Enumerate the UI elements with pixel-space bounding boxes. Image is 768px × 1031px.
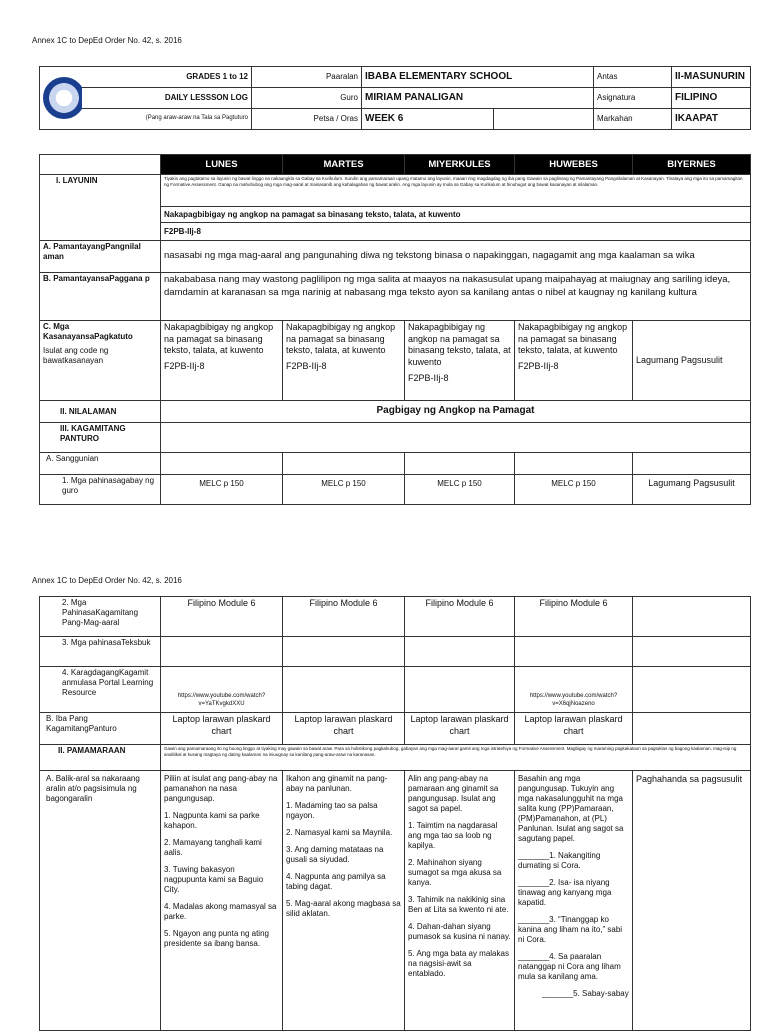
kagamitan-empty: [161, 423, 751, 453]
sanggunian-biyernes: [633, 453, 751, 475]
iba-biyernes: [633, 713, 751, 745]
module-huwebes: Filipino Module 6: [515, 597, 633, 637]
corner-cell: [40, 155, 161, 175]
balik-miyerkules-intro: Alin ang pang-abay na pamaraan ang ginamit sa pangungusap. Isulat ang sagot sa papel.: [408, 774, 499, 813]
list-item: 1. Taimtim na nagdarasal ang mga tao sa loob ng kapilya.: [408, 821, 498, 850]
sanggunian-label: A. Sanggunian: [40, 453, 161, 475]
teksbuk-miyerkules: [405, 637, 515, 667]
gabay-martes: MELC p 150: [283, 475, 405, 505]
day-miyerkules: MIYERKULES: [405, 155, 515, 175]
gabay-huwebes: MELC p 150: [515, 475, 633, 505]
list-item: _______1. Nakangiting dumating si Cora.: [518, 851, 601, 870]
teksbuk-biyernes: [633, 637, 751, 667]
module-biyernes: [633, 597, 751, 637]
gabay-miyerkules: MELC p 150: [405, 475, 515, 505]
kasanayan-code: F2PB-IIj-8: [286, 361, 327, 372]
pamantayan-pagganap-text: nakababasa nang may wastong paglilipon ng mga salita at maayos na nakasusulat upang maipahayag at maiugnay ang sariling ideya, damdamin at karanasan sa mga narinig at nabasang mga teksto ayon sa kanilang antas o nibel at kaugnay ng kanilang kultura: [161, 273, 751, 321]
day-lunes: LUNES: [161, 155, 283, 175]
sanggunian-huwebes: [515, 453, 633, 475]
pamantayan-nilalaman-text: nasasabi ng mga mag-aaral ang pangunahing diwa ng tekstong binasa o napakinggan, nagagamit ang mga kaalaman sa wika: [161, 241, 751, 273]
kasanayan-lunes: [161, 321, 283, 401]
petsa-label: Petsa / Oras: [252, 109, 362, 130]
antas-value: II-MASUNURIN: [672, 67, 751, 88]
lr-link-huwebes[interactable]: https://www.youtube.com/watch?v=X6qjNoazeno: [515, 667, 633, 713]
list-item: 5. Mag-aaral akong magbasa sa silid aklatan.: [286, 899, 401, 918]
lr-link-lunes[interactable]: https://www.youtube.com/watch?v=YaTKvgkdXXU: [161, 667, 283, 713]
kasanayan-label: C. Mga KasanayansaPagkatuto: [43, 322, 133, 341]
list-item: 1. Nagpunta kami sa parke kahapon.: [164, 811, 260, 830]
tala-sub: (Pang araw-araw na Tala sa Pagtuturo: [82, 109, 252, 130]
iba-miyerkules: Laptop larawan plaskard chart: [405, 713, 515, 745]
layunin-focus: Nakapagbibigay ng angkop na pamagat sa binasang teksto, talata, at kuwento: [161, 207, 751, 223]
kagamitan-label: III. KAGAMITANG PANTURO: [40, 423, 161, 453]
kasanayan-code: F2PB-IIj-8: [518, 361, 559, 372]
lesson-table-1: [39, 154, 751, 505]
pamamaraan-label: II. PAMAMARAAN: [40, 745, 161, 771]
module-lunes: Filipino Module 6: [161, 597, 283, 637]
gabay-label: 1. Mga pahinasagabay ng guro: [40, 475, 161, 505]
pamantayan-pagganap-label: B. PamantayansaPaggana p: [40, 273, 161, 321]
balik-huwebes: [515, 771, 633, 1031]
sanggunian-martes: [283, 453, 405, 475]
pamantayan-nilalaman-label: A. PamantayangPangnilal aman: [40, 241, 161, 273]
asignatura-label: Asignatura: [594, 88, 672, 109]
markahan-value: IKAAPAT: [672, 109, 751, 130]
list-item: 2. Namasyal kami sa Maynila.: [286, 828, 393, 837]
list-item: _______3. “Tinanggap ko kanina ang liham na ito,” sabi ni Cora.: [518, 915, 623, 944]
kasanayan-code: F2PB-IIj-8: [164, 361, 205, 372]
grades-label: GRADES 1 to 12: [82, 67, 252, 88]
kasanayan-text: Nakapagbibigay ng angkop na pamagat sa binasang teksto, talata, at kuwento: [518, 322, 628, 356]
petsa-value: WEEK 6: [362, 109, 494, 130]
layunin-instructions: Tiyakin ang pagtatamo sa layunin ng bawat linggo na nakaangkla sa Gabay sa Kurikulum. Sundin ang pamamaraan upang matamo ang layunin, maaari ring magdagdag ng iba pang Gawain sa paglinang ng Pamantayang Pangnilalaman at Kasanayan. Tinataya ang mga ito sa pamamagitan ng Formative Assessment. Ganap na mahuhubog ang mga mag-aaral at maisasanib ang kahalagahan ng bawat aralin. Ang mga layunin ay mula sa Gabay sa Kurikulum at hinuhugot ang bawat kasanayan at nilalaman.: [161, 175, 751, 207]
kasanayan-text: Nakapagbibigay ng angkop na pamagat sa binasang teksto, talata, at kuwento: [164, 322, 274, 356]
list-item: 4. Nagpunta ang pamilya sa tabing dagat.: [286, 872, 386, 891]
list-item: 4. Dahan-dahan siyang pumasok sa kusina ni nanay.: [408, 922, 511, 941]
list-item: 1. Madaming tao sa palsa ngayon.: [286, 801, 378, 820]
list-item: 2. Mahinahon siyang sumagot sa mga akusa sa kanya.: [408, 858, 502, 887]
guro-value: MIRIAM PANALIGAN: [362, 88, 594, 109]
balik-lunes-intro: Piliin at isulat ang pang-abay na pamanahon na nasa pangungusap.: [164, 774, 278, 803]
markahan-label: Markahan: [594, 109, 672, 130]
kasanayan-sublabel: Isulat ang code ng bawatkasanayan: [43, 346, 109, 365]
module-label: 2. Mga PahinasaKagamitang Pang-Mag-aaral: [40, 597, 161, 637]
day-biyernes: BIYERNES: [633, 155, 751, 175]
kasanayan-code: F2PB-IIj-8: [408, 372, 449, 383]
lr-biyernes: [633, 667, 751, 713]
layunin-code: F2PB-IIj-8: [161, 223, 751, 241]
list-item: 3. Tuwing bakasyon nagpupunta kami sa Baguio City.: [164, 865, 264, 894]
lr-martes: [283, 667, 405, 713]
list-item: _______4. Sa paaralan natanggap ni Cora ang liham mula sa kanilang ama.: [518, 952, 621, 981]
nilalaman-text: Pagbigay ng Angkop na Pamagat: [161, 401, 751, 423]
lr-miyerkules: [405, 667, 515, 713]
iba-martes: Laptop larawan plaskard chart: [283, 713, 405, 745]
kasanayan-martes: [283, 321, 405, 401]
balik-lunes: [161, 771, 283, 1031]
iba-lunes: Laptop larawan plaskard chart: [161, 713, 283, 745]
balik-label: A. Balik-aral sa nakaraang aralin at/o pagsisimula ng bagongaralin: [40, 771, 161, 1031]
annex-heading: Annex 1C to DepEd Order No. 42, s. 2016: [32, 36, 182, 45]
guro-label: Guro: [252, 88, 362, 109]
dll-label: DAILY LESSSON LOG: [82, 88, 252, 109]
kasanayan-miyerkules: [405, 321, 515, 401]
kasanayan-huwebes: [515, 321, 633, 401]
lesson-table-2: [39, 596, 751, 1031]
iba-huwebes: Laptop larawan plaskard chart: [515, 713, 633, 745]
list-item: 2. Mamayang tanghali kami aalis.: [164, 838, 262, 857]
list-item: 3. Ang daming matataas na gusali sa siyudad.: [286, 845, 384, 864]
lr-label: 4. KaragdagangKagamit anmulasa Portal Learning Resource: [40, 667, 161, 713]
day-huwebes: HUWEBES: [515, 155, 633, 175]
list-item: 5. Ngayon ang punta ng ating presidente sa ibang bansa.: [164, 929, 269, 948]
day-martes: MARTES: [283, 155, 405, 175]
kasanayan-biyernes: Lagumang Pagsusulit: [633, 321, 751, 401]
balik-huwebes-intro: Basahin ang mga pangungusap. Tukuyin ang mga nakasalungguhit na mga salita kung (PP)Pamaraan, (PM)Pamanahon, at (PL) Panlunan. Isulat ang sagot sa sagutang papel.: [518, 774, 624, 843]
layunin-label: I. LAYUNIN: [40, 175, 161, 241]
sanggunian-miyerkules: [405, 453, 515, 475]
petsa-empty: [494, 109, 594, 130]
annex-heading-page2: Annex 1C to DepEd Order No. 42, s. 2016: [32, 576, 182, 585]
list-item: 4. Madalas akong mamasyal sa parke.: [164, 902, 277, 921]
kasanayan-label-cell: [40, 321, 161, 401]
kasanayan-text: Nakapagbibigay ng angkop na pamagat sa binasang teksto, talata, at kuwento: [286, 322, 396, 356]
antas-label: Antas: [594, 67, 672, 88]
balik-martes: [283, 771, 405, 1031]
paaralan-label: Paaralan: [252, 67, 362, 88]
teksbuk-lunes: [161, 637, 283, 667]
deped-seal: [40, 67, 82, 130]
balik-biyernes: Paghahanda sa pagsusulit: [633, 771, 751, 1031]
gabay-lunes: MELC p 150: [161, 475, 283, 505]
teksbuk-label: 3. Mga pahinasaTeksbuk: [40, 637, 161, 667]
nilalaman-label: II. NILALAMAN: [40, 401, 161, 423]
teksbuk-martes: [283, 637, 405, 667]
balik-miyerkules: [405, 771, 515, 1031]
module-martes: Filipino Module 6: [283, 597, 405, 637]
teksbuk-huwebes: [515, 637, 633, 667]
seal-icon: [43, 77, 82, 119]
header-table: [39, 66, 751, 130]
gabay-biyernes: Lagumang Pagsusulit: [633, 475, 751, 505]
list-item: _______5. Sabay-sabay: [542, 989, 629, 998]
pamamaraan-instructions: Gawin ang pamamaraang ito ng buong linggo at tiyaking may gawain sa bawat araw. Para sa holistikong pagkahubog, gabayan ang mga mag-aaral gamit ang mga istratehiya ng Formative Assessment. Magbigay ng maraming pagkakataon sa pagtuklas ng bagong kaalaman, mag-isip ng analitikal at kusang magtaya ng dating kaalaman na iniuugnay sa kanilang pang-araw-araw na karanasan.: [161, 745, 751, 771]
list-item: 3. Tahimik na nakikinig sina Ben at Lita sa kwento ni ate.: [408, 895, 509, 914]
list-item: _______2. Isa- isa niyang tinawag ang kanyang mga kapatid.: [518, 878, 612, 907]
balik-martes-intro: Ikahon ang ginamit na pang-abay na panlunan.: [286, 774, 388, 793]
sanggunian-lunes: [161, 453, 283, 475]
kasanayan-text: Nakapagbibigay ng angkop na pamagat sa binasang teksto, talata, at kuwento: [408, 322, 511, 368]
iba-label: B. Iba Pang KagamitangPanturo: [40, 713, 161, 745]
paaralan-value: IBABA ELEMENTARY SCHOOL: [362, 67, 594, 88]
asignatura-value: FILIPINO: [672, 88, 751, 109]
list-item: 5. Ang mga bata ay malakas na nagsisi-awit sa entablado.: [408, 949, 509, 978]
module-miyerkules: Filipino Module 6: [405, 597, 515, 637]
